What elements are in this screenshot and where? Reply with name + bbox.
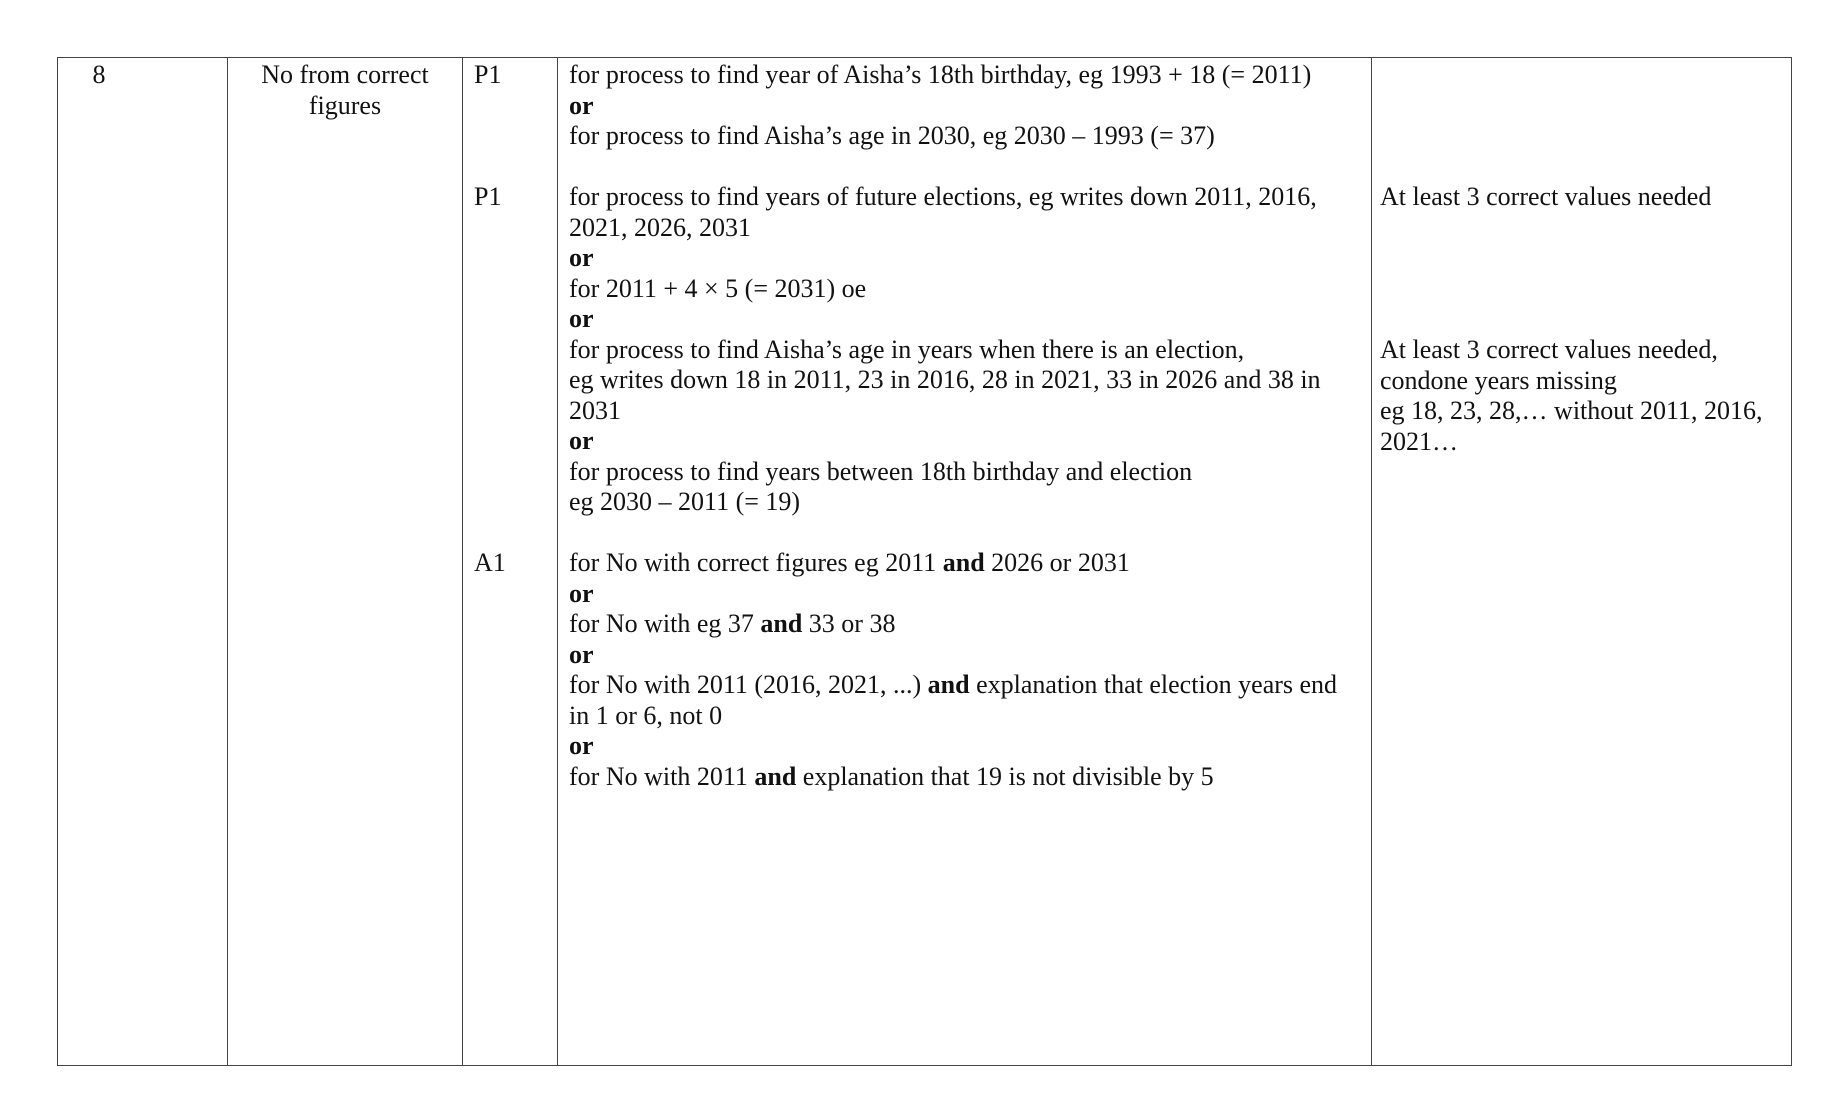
criteria-line: 2021, 2026, 2031 (569, 212, 751, 242)
criteria-line: eg 2030 – 2011 (= 19) (569, 487, 801, 516)
column-divider (227, 57, 228, 1066)
or-connector: or (569, 731, 594, 760)
criteria-line: for process to find years of future elections, eg writes down 2011, 2016, (569, 182, 1317, 211)
question-number: 8 (92, 60, 106, 89)
mark-code-p1-first: P1 (474, 60, 502, 89)
answer-cell: No from correct figures (261, 60, 429, 120)
mark-code-a1: A1 (474, 548, 506, 577)
mark-code-p1-second: P1 (474, 182, 502, 211)
criteria-line: for 2011 + 4 × 5 (= 2031) oe (569, 273, 867, 303)
or-connector: or (569, 578, 594, 608)
criteria-block-a1 (569, 548, 1369, 792)
criteria-line: for No with 2011 and explanation that 19 is not divisible by 5 (569, 761, 1214, 791)
criteria-line: for No with correct figures eg 2011 and 2026 or 2031 (569, 548, 1130, 577)
criteria-line: for No with eg 37 and 33 or 38 (569, 609, 896, 638)
criteria-line: eg writes down 18 in 2011, 23 in 2016, 28 in 2021, 33 in 2026 and 38 in (569, 365, 1321, 394)
criteria-line: in 1 or 6, not 0 (569, 700, 723, 730)
criteria-block-p1-second (569, 182, 1369, 518)
column-divider (462, 57, 463, 1066)
column-divider (557, 57, 558, 1066)
column-divider (1371, 57, 1372, 1066)
or-connector: or (569, 243, 594, 272)
criteria-line: for No with 2011 (2016, 2021, ...) and explanation that election years end (569, 670, 1338, 699)
guidance-note-1: At least 3 correct values needed (1380, 182, 1712, 211)
or-connector: or (569, 426, 594, 455)
criteria-line: for process to find Aisha’s age in years when there is an election, (569, 334, 1245, 364)
criteria-line: for process to find Aisha’s age in 2030, eg 2030 – 1993 (= 37) (569, 121, 1215, 150)
guidance-note-2: At least 3 correct values needed, condone years missing eg 18, 23, 28,… without 2011, 2016, 2021… (1380, 335, 1763, 456)
criteria-block-p1-first (569, 60, 1369, 152)
or-connector: or (569, 639, 594, 669)
criteria-line: 2031 (569, 395, 621, 425)
or-connector: or (569, 304, 594, 333)
or-connector: or (569, 90, 594, 120)
criteria-line: for process to find year of Aisha’s 18th birthday, eg 1993 + 18 (= 2011) (569, 60, 1312, 89)
criteria-line: for process to find years between 18th birthday and election (569, 456, 1193, 486)
